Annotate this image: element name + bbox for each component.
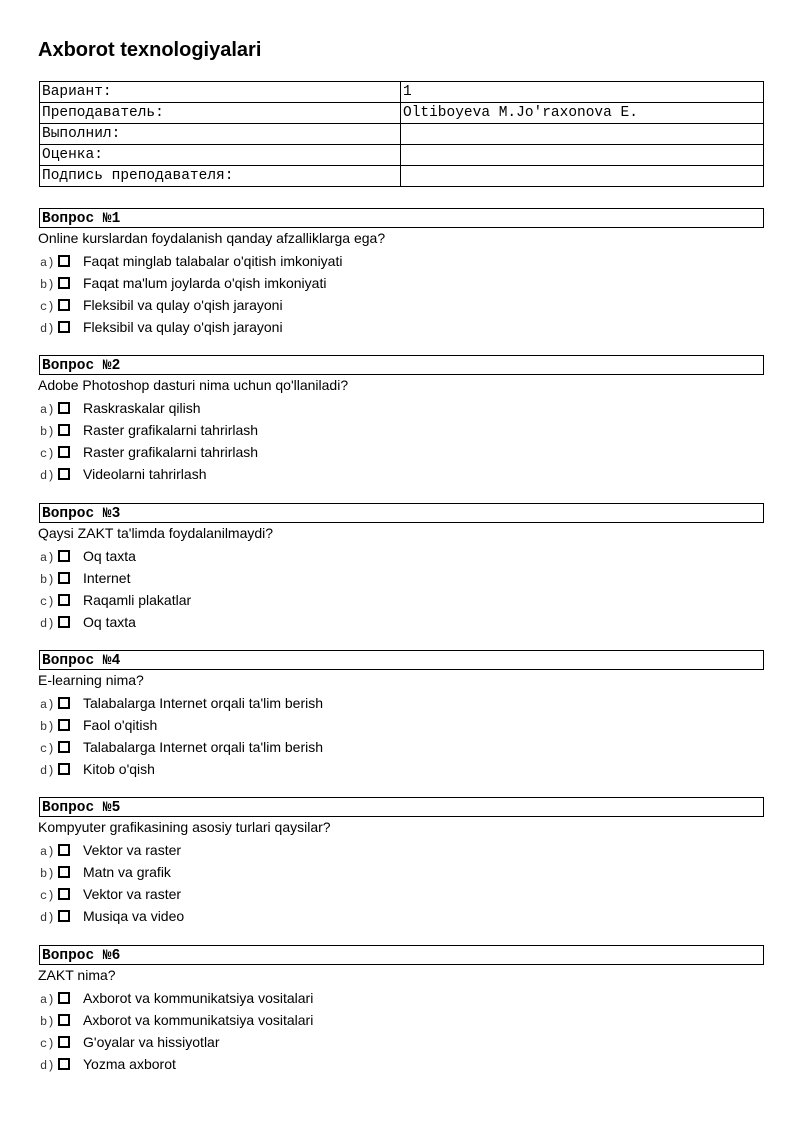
answer-option[interactable] (38, 738, 738, 758)
answer-option[interactable] (38, 613, 738, 633)
answer-option[interactable] (38, 885, 738, 905)
option-letter: d) (40, 911, 55, 925)
question-text: ZAKT nima? (38, 967, 116, 983)
option-letter: d) (40, 764, 55, 778)
option-text: Matn va grafik (83, 864, 171, 880)
option-letter: c) (40, 595, 55, 609)
option-checkbox[interactable] (58, 992, 70, 1004)
option-text: Oq taxta (83, 548, 136, 564)
page-title: Axborot texnologiyalari (38, 39, 262, 61)
option-checkbox[interactable] (58, 321, 70, 333)
signature-field[interactable] (401, 166, 764, 187)
option-letter: b) (40, 720, 55, 734)
option-letter: a) (40, 698, 55, 712)
option-checkbox[interactable] (58, 741, 70, 753)
option-text: Axborot va kommunikatsiya vositalari (83, 990, 314, 1006)
option-letter: d) (40, 1059, 55, 1073)
question-text: Online kurslardan foydalanish qanday afzalliklarga ega? (38, 230, 386, 246)
option-letter: b) (40, 573, 55, 587)
info-row-grade (40, 145, 764, 166)
option-checkbox[interactable] (58, 910, 70, 922)
option-checkbox[interactable] (58, 572, 70, 584)
question-text: Adobe Photoshop dasturi nima uchun qo'llaniladi? (38, 377, 349, 393)
option-text: Faol o'qitish (83, 717, 158, 733)
answer-option[interactable] (38, 1055, 738, 1075)
option-letter: c) (40, 1037, 55, 1051)
answer-option[interactable] (38, 694, 738, 714)
answer-option[interactable] (38, 1011, 738, 1031)
option-text: Internet (83, 570, 131, 586)
answer-option[interactable] (38, 760, 738, 780)
option-letter: a) (40, 551, 55, 565)
option-text: Vektor va raster (83, 842, 182, 858)
option-letter: b) (40, 1015, 55, 1029)
option-text: G'oyalar va hissiyotlar (83, 1034, 220, 1050)
option-checkbox[interactable] (58, 424, 70, 436)
grade-field[interactable] (401, 145, 764, 166)
option-text: Faqat ma'lum joylarda o'qish imkoniyati (83, 275, 327, 291)
option-letter: c) (40, 447, 55, 461)
option-checkbox[interactable] (58, 719, 70, 731)
question-text: Kompyuter grafikasining asosiy turlari qaysilar? (38, 819, 331, 835)
teacher-label: Преподаватель: (40, 103, 401, 124)
teacher-value: Oltiboyeva M.Jo'raxonova E. (401, 103, 764, 124)
option-checkbox[interactable] (58, 299, 70, 311)
option-text: Vektor va raster (83, 886, 182, 902)
option-checkbox[interactable] (58, 550, 70, 562)
answer-option[interactable] (38, 841, 738, 861)
grade-label: Оценка: (40, 145, 401, 166)
option-letter: a) (40, 256, 55, 270)
option-checkbox[interactable] (58, 468, 70, 480)
info-row-performer (40, 124, 764, 145)
option-text: Raster grafikalarni tahrirlash (83, 444, 259, 460)
option-checkbox[interactable] (58, 446, 70, 458)
option-checkbox[interactable] (58, 866, 70, 878)
option-text: Fleksibil va qulay o'qish jarayoni (83, 297, 283, 313)
option-letter: a) (40, 845, 55, 859)
answer-option[interactable] (38, 421, 738, 441)
question-text: Qaysi ZAKT ta'limda foydalanilmaydi? (38, 525, 274, 541)
option-text: Fleksibil va qulay o'qish jarayoni (83, 319, 283, 335)
option-checkbox[interactable] (58, 277, 70, 289)
answer-option[interactable] (38, 318, 738, 338)
option-text: Talabalarga Internet orqali ta'lim berish (83, 739, 324, 755)
question-header: Вопрос №3 (39, 503, 764, 523)
variant-label: Вариант: (40, 82, 401, 103)
answer-option[interactable] (38, 989, 738, 1009)
option-letter: b) (40, 425, 55, 439)
option-text: Raster grafikalarni tahrirlash (83, 422, 259, 438)
option-text: Kitob o'qish (83, 761, 155, 777)
question-header: Вопрос №5 (39, 797, 764, 817)
option-checkbox[interactable] (58, 697, 70, 709)
option-text: Raskraskalar qilish (83, 400, 201, 416)
option-letter: b) (40, 867, 55, 881)
option-letter: d) (40, 469, 55, 483)
answer-option[interactable] (38, 252, 738, 272)
option-text: Faqat minglab talabalar o'qitish imkoniyati (83, 253, 343, 269)
option-text: Oq taxta (83, 614, 136, 630)
option-checkbox[interactable] (58, 1036, 70, 1048)
option-checkbox[interactable] (58, 1014, 70, 1026)
answer-option[interactable] (38, 716, 738, 736)
answer-option[interactable] (38, 591, 738, 611)
option-checkbox[interactable] (58, 1058, 70, 1070)
option-text: Yozma axborot (83, 1056, 176, 1072)
option-letter: c) (40, 742, 55, 756)
option-checkbox[interactable] (58, 616, 70, 628)
info-row-teacher (40, 103, 764, 124)
option-letter: c) (40, 300, 55, 314)
answer-option[interactable] (38, 443, 738, 463)
option-text: Musiqa va video (83, 908, 185, 924)
answer-option[interactable] (38, 465, 738, 485)
answer-option[interactable] (38, 1033, 738, 1053)
option-letter: d) (40, 322, 55, 336)
option-text: Videolarni tahrirlash (83, 466, 207, 482)
option-checkbox[interactable] (58, 844, 70, 856)
option-letter: c) (40, 889, 55, 903)
option-letter: a) (40, 993, 55, 1007)
answer-option[interactable] (38, 907, 738, 927)
option-checkbox[interactable] (58, 594, 70, 606)
question-header: Вопрос №4 (39, 650, 764, 670)
option-text: Talabalarga Internet orqali ta'lim berish (83, 695, 324, 711)
question-text: E-learning nima? (38, 672, 144, 688)
signature-label: Подпись преподавателя: (40, 166, 401, 187)
option-letter: a) (40, 403, 55, 417)
option-text: Axborot va kommunikatsiya vositalari (83, 1012, 314, 1028)
option-checkbox[interactable] (58, 888, 70, 900)
performer-label: Выполнил: (40, 124, 401, 145)
answer-option[interactable] (38, 274, 738, 294)
question-header: Вопрос №2 (39, 355, 764, 375)
info-row-signature (40, 166, 764, 187)
option-letter: b) (40, 278, 55, 292)
option-checkbox[interactable] (58, 402, 70, 414)
answer-option[interactable] (38, 399, 738, 419)
option-letter: d) (40, 617, 55, 631)
option-checkbox[interactable] (58, 255, 70, 267)
variant-value: 1 (401, 82, 764, 103)
option-checkbox[interactable] (58, 763, 70, 775)
answer-option[interactable] (38, 547, 738, 567)
performer-field[interactable] (401, 124, 764, 145)
question-header: Вопрос №1 (39, 208, 764, 228)
question-header: Вопрос №6 (39, 945, 764, 965)
answer-option[interactable] (38, 863, 738, 883)
info-row-variant (40, 82, 764, 103)
answer-option[interactable] (38, 569, 738, 589)
answer-option[interactable] (38, 296, 738, 316)
option-text: Raqamli plakatlar (83, 592, 192, 608)
info-table (39, 81, 764, 187)
